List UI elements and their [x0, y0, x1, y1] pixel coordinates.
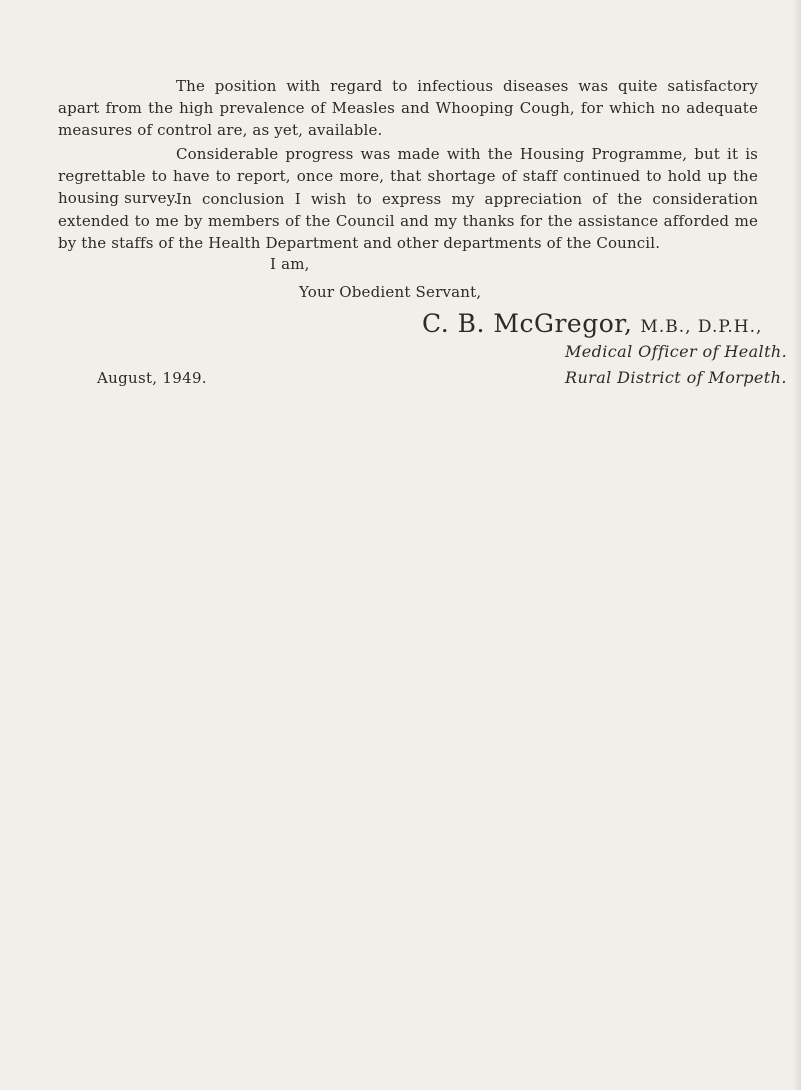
closing-valediction: Your Obedient Servant,: [299, 283, 482, 301]
signatory-name: C. B. McGregor,: [422, 309, 633, 338]
signatory-district: Rural District of Morpeth.: [565, 368, 787, 387]
paragraph-housing-programme: Considerable progress was made with the Housing Programme, but it is regrettable to have to report, once more, that shortage of staff continued to hold up the housing survey.: [58, 145, 758, 207]
closing-salutation: I am,: [270, 255, 310, 273]
paragraph-infectious-diseases: The position with regard to infectious diseases was quite satisfactory apart from the high prevalence of Measles and Whooping Cough, for which no adequate measures of control are, as yet, available.: [58, 77, 758, 139]
letter-date: August, 1949.: [97, 369, 207, 387]
signatory-title: Medical Officer of Health.: [565, 342, 788, 361]
paragraph-conclusion: In conclusion I wish to express my appreciation of the consideration extended to me by members of the Council and my thanks for the assistance afforded me by the staffs of the Health Department and other departments of the Council.: [58, 190, 758, 252]
page-edge-shadow: [793, 0, 801, 1090]
signature-block: [422, 309, 762, 338]
signatory-qualifications: M.B., D.P.H.,: [640, 317, 763, 337]
